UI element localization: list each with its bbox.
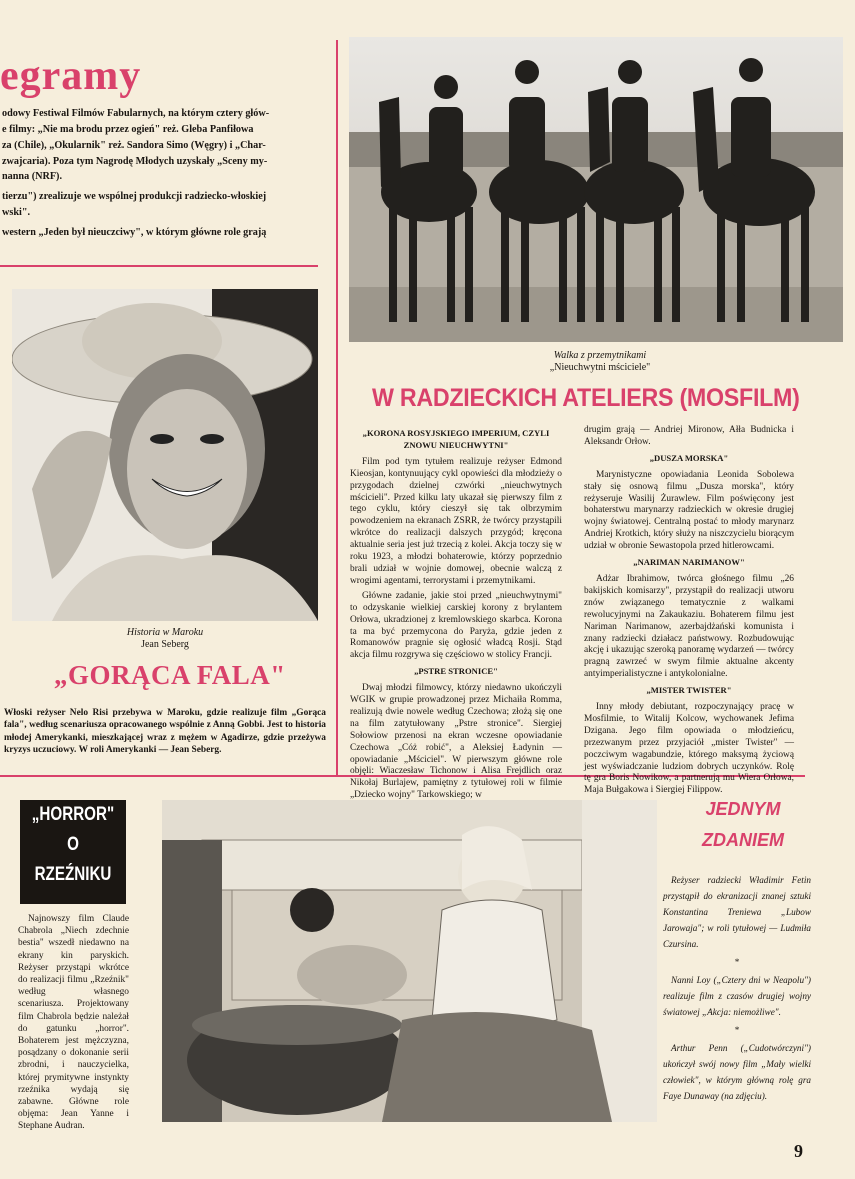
top-article-line: zwajcaria). Poza tym Nagrodę Młodych uzyskały „Sceny my- [2,156,268,167]
paragraph: Reżyser radziecki Władimir Fetin przystąpił do ekranizacji znanej sztuki Konstantina Treniewa „Lubow Jarowaja"; w roli tytułowej — Ludmiła Czursina. [663,875,811,949]
headline-line: ZDANIEM [702,830,784,850]
top-article-line: za (Chile), „Okularnik" reż. Sandora Simo (Węgry) i „Char- [2,140,266,151]
paragraph: Nanni Loy („Cztery dni w Neapolu") realizuje film z czasów drugiej wojny światowej „Akcja: niemożliwe". [663,975,811,1017]
paragraph: Marynistyczne opowiadania Leonida Sobolewa stały się osnową filmu „Dusza morska", który reżyseruje Wasilij Żurawlew. Film poświęcony jest bohaterstwu marynarzy radzieckich w okresie drugiej wojny światowej. Centralną postać to młody marynarz Andriej Krotkich, który służy na niszczycielu biorącym udział w obronie Sewastopola przed hitlerowcami. [584,469,794,552]
caption-title: Historia w Maroku [126,627,204,638]
paragraph: Arthur Penn („Cudotwórczyni") ukończył swój nowy film „Mały wielki człowiek", w którym główną rolę gra Faye Dunaway (na zdjęciu). [663,1043,811,1101]
horror-title-line: „HORROR" [31,804,115,825]
photo-caption [100,627,230,651]
section-subheading: „MISTER TWISTER" [646,685,732,696]
horror-title-line: O [67,834,79,855]
column-divider [336,40,338,775]
paragraph: Główne zadanie, jakie stoi przed „nieuchwytnymi" to odzyskanie wielkiej carskiej korony z brylantem Orłowa, ukradzionej z kremlowskiego skarbca. Korona ta ma być przemycona do Paryża, gdzie jeden z Romanowów pragnie się ogłosić władcą Rosji. Stąd akcja filmu rozgrywa się częściowo w stolicy Francji. [350,590,562,661]
top-article-headline: egramy [0,53,142,99]
headline-line: JEDNYM [705,799,781,819]
horror-article-text [18,913,129,1133]
photo-faye-dunaway [162,800,657,1122]
caption-subtitle: „Nieuchwytni mściciele" [549,362,651,373]
photo-caption [480,350,720,374]
caption-subtitle: Jean Seberg [141,639,189,650]
main-article-column-1 [350,424,562,805]
paragraph: drugim grają — Andriej Mironow, Ałła Budnicka i Aleksandr Orłow. [584,425,794,447]
section-subheading: „DUSZA MORSKA" [649,452,729,463]
horror-title-line: RZEŹNIKU [34,864,112,885]
top-article-line: tierzu") zrealizuje we wspólnej produkcji radziecko-włoskiej [2,191,267,202]
paragraph: Film pod tym tytułem realizuje reżyser Edmond Kieosjan, kontynuujący cykl opowieści dla młodzieży o przygodach dzielnej czwórki „nieuchwytnych mścicieli". Przed kilku laty ukazał się pierwszy film z tego cyklu, który cieszył się tak olbrzymim powodzeniem na ekranach ZSRR, że twórcy przystąpili wkrótce do realizacji dalszych przygód; kręcona aktualnie seria jest już trzecią z kolei. Akcja toczy się w roku 1923, a młodzi bohaterowie, którzy poprzednio brali udział w wojnie domowej, obecnie walczą z wrogimi agentami, terrorystami i przemytnikami. [350,456,562,586]
paragraph: Dwaj młodzi filmowcy, którzy niedawno ukończyli WGIK w grupie prowadzonej przez Michaiła Romma, realizują dwie nowele według Czechowa; złożą się one na film zatytułowany „Pstre stronice". Siergiej Sołowiow przenosi na ekran wczesne opowiadanie Czechowa „Cóż robić", a Aleksiej Ładynin — opowiadanie „Mściciel". W pierwszym główne role objęli: Wiaczesław Tichonow i Alisa Frejdlich oraz Nikołaj Burlajew, pamiętny z tytułowej roli w filmie „Dziecko wojny" Tarkowskiego; w [350,683,562,801]
section-divider [0,265,318,267]
page-number: 9 [794,1141,803,1161]
goraca-fala-text: Włoski reżyser Nelo Risi przebywa w Maroku, gdzie realizuje film „Gorąca fala", według scenariusza opracowanego wspólnie z Anną Gobbi. Jest to historia młodej Amerykanki, mieszkającej wraz z mężem w Agadirze, gdzie przeżywa kryzys uczuciowy. W roli Amerykanki — Jean Seberg. [4,708,326,755]
separator-star: * [734,957,740,967]
horror-title-box [20,800,126,904]
section-subheading: „NARIMAN NARIMANOW" [633,557,745,568]
top-article-line: odowy Festiwal Filmów Fabularnych, na którym cztery głów- [2,108,270,119]
paragraph: Najnowszy film Claude Chabrola „Niech zdechnie bestia" wszedł niedawno na ekrany kin paryskich. Reżyser przystąpi wkrótce do realizacji filmu „Rzeźnik" według własnego scenariusza. Projektowany film Chabrola będzie należał do gatunku „horror". Bohaterem jest mężczyzna, posądzany o dokonanie serii zbrodni, i nauczycielka, której prymitywne instynkty rzeźnika wydają się zabawne. Główne role objęma: Jean Yanne i Stephane Audran. [18,914,129,1132]
jednym-zdaniem-text [663,872,811,1104]
photo-horsemen [349,37,843,342]
top-article-line: western „Jeden był nieuczciwy", w którym główne role grają [2,227,267,238]
separator-star: * [734,1025,740,1035]
top-article-line: wski". [2,207,31,218]
photo-jean-seberg [12,289,318,621]
top-article-line: nanna (NRF). [2,171,63,182]
jednym-zdaniem-headline [663,794,823,856]
goraca-fala-headline: „GORĄCA FALA" [54,660,286,690]
section-subheading: „PSTRE STRONICE" [414,666,498,677]
paragraph: Adżar Ibrahimow, twórca głośnego filmu „26 bakijskich komisarzy", przystąpił do realizacji utworu znów związanego tematycznie z walkami rewolucyjnymi na Zakaukaziu. Bohaterem filmu jest Nariman Narimanow, azerbajdżański komunista i znany radziecki działacz państwowy. Rozbudowując akcję i ukazując szeroką panoramę wydarzeń — twórcy pragną zawrzeć w swym filmie aktualne akcenty antyimperialistyczne i antykolonialne. [584,573,794,680]
paragraph: Inny młody debiutant, rozpoczynający pracę w Mosfilmie, to Witalij Kolcow, wychowanek Jefima Dzigana. Jego film opowiada o młodzieńcu, przezwanym przez przyjaciół „mister Twister" — poczciwym wagabundzie, którego maksymą życiową jest wyświadczanie ludziom dobrych uczynków. Rolę tę gra Boris Nowikow, a partnerują mu Wiera Orłowa, Maja Bułgakowa i Siergiej Filippow. [584,702,794,796]
main-article-column-2 [584,425,794,800]
section-subheading: „KORONA ROSYJSKIEGO IMPERIUM, CZYLI ZNOWU NIEUCHWYTNI" [362,428,550,450]
top-article-line: e filmy: „Nie ma brodu przez ogień" reż. Gleba Panfiłowa [2,124,254,135]
main-article-headline: W RADZIECKICH ATELIERS (MOSFILM) [372,384,800,412]
caption-title: Walka z przemytnikami [553,350,647,361]
